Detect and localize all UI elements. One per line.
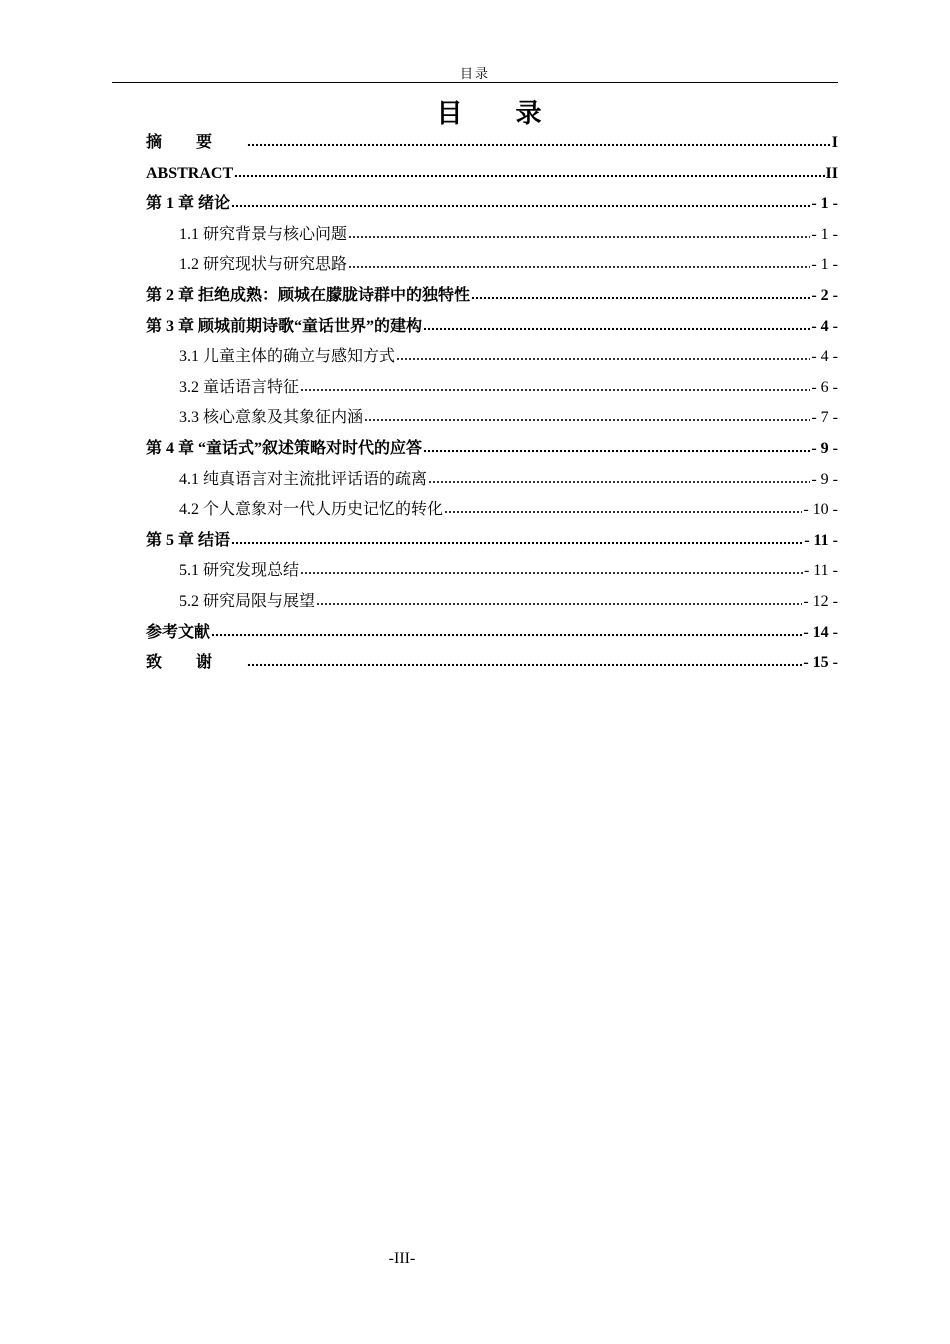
toc-entry[interactable] — [146, 281, 838, 312]
toc-entry-label: 第 3 章 顾城前期诗歌“童话世界”的建构 — [146, 317, 423, 335]
toc-entry[interactable] — [146, 556, 838, 587]
toc-entry-page: I — [831, 134, 838, 151]
table-of-contents — [146, 128, 838, 679]
toc-leader-dots — [444, 498, 802, 514]
toc-entry-label: 3.3 核心意象及其象征内涵 — [179, 409, 364, 427]
toc-entry[interactable] — [146, 220, 838, 251]
toc-entry-label: 3.1 儿童主体的确立与感知方式 — [179, 348, 396, 366]
toc-entry-page: - 12 - — [803, 592, 838, 610]
toc-leader-dots — [234, 162, 824, 178]
toc-entry[interactable] — [146, 495, 838, 526]
toc-entry-page: - 1 - — [811, 225, 838, 243]
toc-entry-page: - 11 - — [803, 562, 838, 580]
toc-entry-label: ABSTRACT — [146, 164, 234, 182]
toc-entry-page: - 4 - — [811, 317, 838, 335]
toc-entry[interactable] — [146, 312, 838, 343]
toc-entry-label: 4.1 纯真语言对主流批评话语的疏离 — [179, 470, 428, 488]
toc-entry-page: - 9 - — [811, 439, 838, 457]
toc-leader-dots — [231, 529, 803, 545]
toc-leader-dots — [300, 376, 810, 392]
toc-entry-label: 第 5 章 结语 — [146, 531, 231, 549]
toc-leader-dots — [247, 651, 802, 667]
toc-entry[interactable] — [146, 648, 838, 679]
toc-entry[interactable] — [146, 618, 838, 649]
toc-leader-dots — [428, 468, 810, 484]
toc-leader-dots — [247, 131, 831, 147]
toc-entry-page: - 9 - — [811, 470, 838, 488]
toc-entry-label: 1.1 研究背景与核心问题 — [179, 225, 348, 243]
toc-entry-label: 参考文献 — [146, 623, 211, 641]
header-rule — [112, 82, 838, 83]
toc-entry-label: 第 4 章 “童话式”叙述策略对时代的应答 — [146, 439, 423, 457]
toc-entry-page: - 14 - — [803, 623, 838, 641]
toc-entry[interactable] — [146, 250, 838, 281]
toc-entry-label: 第 2 章 拒绝成熟：顾城在朦胧诗群中的独特性 — [146, 286, 471, 304]
toc-entry[interactable] — [146, 189, 838, 220]
toc-leader-dots — [348, 223, 810, 239]
toc-entry-page: - 1 - — [811, 195, 838, 213]
toc-entry[interactable] — [146, 465, 838, 496]
toc-entry-label: 4.2 个人意象对一代人历史记忆的转化 — [179, 501, 444, 519]
toc-entry-page: - 15 - — [803, 654, 838, 672]
toc-leader-dots — [396, 345, 810, 361]
toc-leader-dots — [231, 192, 810, 208]
toc-leader-dots — [316, 590, 802, 606]
toc-entry[interactable] — [146, 159, 838, 190]
running-header: 目录 — [459, 66, 490, 81]
toc-entry[interactable] — [146, 587, 838, 618]
toc-entry-page: - 2 - — [811, 286, 838, 304]
toc-entry-label: 3.2 童话语言特征 — [179, 378, 300, 396]
toc-entry-label: 第 1 章 绪论 — [146, 195, 231, 213]
toc-leader-dots — [300, 559, 803, 575]
toc-entry-page: - 11 - — [804, 531, 838, 549]
toc-entry[interactable] — [146, 526, 838, 557]
toc-entry-label: 5.2 研究局限与展望 — [179, 592, 316, 610]
toc-leader-dots — [423, 315, 810, 331]
toc-leader-dots — [364, 406, 810, 422]
toc-entry-page: - 7 - — [811, 409, 838, 427]
toc-entry-label: 致谢 — [146, 654, 247, 672]
toc-entry[interactable] — [146, 342, 838, 373]
toc-entry[interactable] — [146, 434, 838, 465]
page-number: -III- — [388, 1250, 416, 1267]
toc-title: 目 录 — [436, 99, 564, 129]
toc-entry[interactable] — [146, 403, 838, 434]
toc-entry-page: - 1 - — [811, 256, 838, 274]
toc-entry[interactable] — [146, 128, 838, 159]
toc-leader-dots — [471, 284, 810, 300]
toc-entry-label: 摘要 — [146, 134, 247, 151]
toc-entry-label: 1.2 研究现状与研究思路 — [179, 256, 348, 274]
toc-entry[interactable] — [146, 373, 838, 404]
toc-entry-page: - 6 - — [811, 378, 838, 396]
toc-entry-page: - 10 - — [803, 501, 838, 519]
toc-entry-page: - 4 - — [811, 348, 838, 366]
toc-leader-dots — [423, 437, 810, 453]
toc-entry-page: II — [825, 164, 838, 182]
toc-leader-dots — [211, 621, 802, 637]
toc-leader-dots — [348, 253, 810, 269]
toc-entry-label: 5.1 研究发现总结 — [179, 562, 300, 580]
